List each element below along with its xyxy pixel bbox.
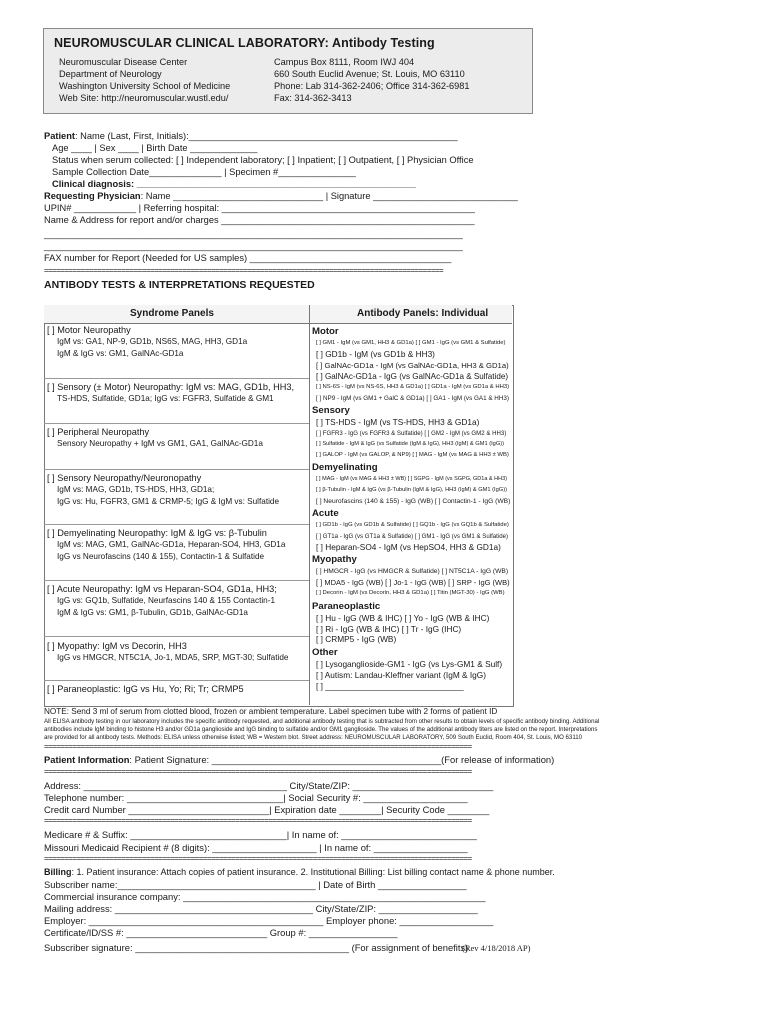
separator: ========================================================================================================= <box>44 854 472 863</box>
report-address-line-2[interactable]: _________________________________________________________________________________ <box>44 229 463 239</box>
commercial-insurance-line[interactable]: Commercial insurance company: __________________________________________________________ <box>44 891 486 902</box>
syndrome-panel-detail: Sensory Neuropathy + IgM vs GM1, GA1, GalNAc-GD1a <box>57 439 263 449</box>
requesting-physician-line[interactable]: Requesting Physician: Name _____________________________ | Signature ____________________________ <box>44 191 518 201</box>
antibody-test-option[interactable]: [ ] Neurofascins (140 & 155) - IgG (WB) [ ] Contactin-1 - IgG (WB) <box>316 497 511 505</box>
syndrome-panel-label: [ ] Peripheral Neuropathy <box>47 427 150 437</box>
sample-date-line[interactable]: Sample Collection Date______________ | Specimen #_______________ <box>52 167 356 177</box>
syndrome-panel-label: [ ] Demyelinating Neuropathy: IgM & IgG vs: β-Tubulin <box>47 528 267 538</box>
antibody-test-option[interactable]: [ ] Lysoganglioside-GM1 - IgG (vs Lys-GM1 & Sulf) <box>316 658 503 669</box>
separator: ========================================================================================================= <box>44 767 472 776</box>
syndrome-panel-label: [ ] Sensory Neuropathy/Neuronopathy <box>47 473 202 483</box>
syndrome-panel-detail: TS-HDS, Sulfatide, GD1a; IgG vs: FGFR3, Sulfatide & GM1 <box>57 394 274 404</box>
antibody-test-option[interactable]: [ ] GM1 - IgM (vs GM1, HH3 & GD1a) [ ] GM1 - IgG (vs GM1 & Sulfatide) <box>316 340 506 346</box>
antibody-test-option[interactable]: [ ] Hu - IgG (WB & IHC) [ ] Yo - IgG (WB & IHC) <box>316 612 490 623</box>
antibody-test-option[interactable]: [ ] MDA5 - IgG (WB) [ ] Jo-1 - IgG (WB) [ ] SRP - IgG (WB) <box>316 578 510 588</box>
antibody-test-option[interactable]: [ ] Decorin - IgM (vs Decorin, HH3 & GD1a) [ ] Titin (MGT-30) - IgG (WB) <box>316 590 505 597</box>
section-title: ANTIBODY TESTS & INTERPRETATIONS REQUESTED <box>44 279 315 291</box>
syndrome-panel-label: [ ] Acute Neuropathy: IgM vs Heparan-SO4, GD1a, HH3; <box>47 584 277 594</box>
antibody-test-option[interactable]: [ ] MAG - IgM (vs MAG & HH3 ± WB) [ ] SGPG - IgM (vs SGPG, GD1a & HH3) <box>316 476 507 482</box>
header-address-line: Fax: 314-362-3413 <box>274 93 352 103</box>
antibody-category-label: Acute <box>312 508 339 520</box>
table-divider <box>309 305 310 705</box>
syndrome-panels-header: Syndrome Panels <box>130 308 214 319</box>
syndrome-panel-label: [ ] Paraneoplastic: IgG vs Hu, Yo; Ri; Tr; CRMP5 <box>47 684 244 694</box>
header-address-line: Department of Neurology <box>59 69 162 79</box>
row-divider <box>44 524 309 525</box>
status-line[interactable]: Status when serum collected: [ ] Independent laboratory; [ ] Inpatient; [ ] Outpatient, [ ] Physician Office <box>52 155 474 165</box>
report-address-line[interactable]: Name & Address for report and/or charges _________________________________________________ <box>44 215 475 225</box>
syndrome-panel-label: [ ] Myopathy: IgM vs Decorin, HH3 <box>47 641 187 651</box>
syndrome-panel-label: [ ] Sensory (± Motor) Neuropathy: IgM vs: MAG, GD1b, HH3, <box>47 382 295 392</box>
syndrome-panel-detail: IgG vs HMGCR, NT5C1A, Jo-1, MDA5, SRP, MGT-30; Sulfatide <box>57 653 289 663</box>
mailing-address-line[interactable]: Mailing address: ______________________________________ City/State/ZIP: ___________________ <box>44 903 478 914</box>
address-line[interactable]: Address: _______________________________________ City/State/ZIP: ___________________________ <box>44 780 494 791</box>
row-divider <box>44 580 309 581</box>
telephone-line[interactable]: Telephone number: ______________________________| Social Security #: ____________________ <box>44 792 468 803</box>
antibody-category-label: Myopathy <box>312 554 357 566</box>
subscriber-signature-line[interactable]: Subscriber signature: _________________________________________ (For assignment of benefits) <box>44 942 469 953</box>
header-address-line: Web Site: http://neuromuscular.wustl.edu/ <box>59 93 229 103</box>
report-address-line-3[interactable]: _________________________________________________________________________________ <box>44 241 463 251</box>
antibody-test-option[interactable]: [ ] GD1b - IgM (vs GD1b & HH3) <box>316 348 435 359</box>
patient-info-line[interactable]: Patient Information: Patient Signature: ____________________________________________(For release of information) <box>44 754 555 765</box>
syndrome-panel[interactable] <box>47 325 247 359</box>
antibody-test-option[interactable]: [ ] CRMP5 - IgG (WB) <box>316 634 397 645</box>
syndrome-panel[interactable] <box>47 473 279 507</box>
antibody-test-option[interactable]: [ ] NP9 - IgM (vs GM1 + GalC & GD1a) [ ] GA1 - IgM (vs GA1 & HH3) <box>316 394 509 402</box>
medicaid-line[interactable]: Missouri Medicaid Recipient # (8 digits): ____________________ | In name of: __________________ <box>44 842 468 853</box>
antibody-test-option[interactable]: [ ] GT1a - IgG (vs GT1a & Sulfatide) [ ] GM1 - IgG (vs GM1 & Sulfatide) <box>316 533 509 541</box>
upin-line[interactable]: UPIN# ____________ | Referring hospital: _________________________________________________ <box>44 203 475 213</box>
antibody-test-option[interactable]: [ ] Heparan-SO4 - IgM (vs HepSO4, HH3 & GD1a) <box>316 542 501 552</box>
antibody-test-option[interactable]: [ ] TS-HDS - IgM (vs TS-HDS, HH3 & GD1a) <box>316 416 480 427</box>
antibody-test-option[interactable]: [ ] FGFR3 - IgG (vs FGFR3 & Sulfatide) [ ] GM2 - IgM (vs GM2 & HH3) <box>316 429 507 437</box>
antibody-test-option[interactable]: [ ] GD1b - IgG (vs GD1b & Sulfatide) [ ] GQ1b - IgG (vs GQ1b & Sulfatide) <box>316 522 509 529</box>
separator: ================================================================================================== <box>44 266 444 275</box>
separator: ========================================================================================================= <box>44 742 472 751</box>
syndrome-panel-detail: IgG vs: GQ1b, Sulfatide, Neurfascins 140 & 155 Contactin-1 <box>57 596 275 606</box>
credit-card-line[interactable]: Credit card Number ___________________________| Expiration date ________| Security Code ________ <box>44 804 490 815</box>
antibody-test-option[interactable]: [ ] GalNAc-GD1a - IgM (vs GalNAc-GD1a, HH3 & GD1a) <box>316 360 509 370</box>
fax-line[interactable]: FAX number for Report (Needed for US samples) _______________________________________ <box>44 253 452 263</box>
row-divider <box>44 680 309 681</box>
patient-name-line[interactable]: Patient: Name (Last, First, Initials):____________________________________________________ <box>44 131 458 141</box>
antibody-category-label: Sensory <box>312 404 350 416</box>
subscriber-name-line[interactable]: Subscriber name:______________________________________ | Date of Birth _________________ <box>44 879 467 890</box>
antibody-test-option[interactable]: [ ] β-Tubulin - IgM & IgG (vs β-Tubulin (IgM & IgG), HH3 (IgM) & GM1 (IgG)) <box>316 486 507 493</box>
antibody-test-option[interactable]: [ ] GalNAc-GD1a - IgG (vs GalNAc-GD1a & Sulfatide) <box>316 371 509 381</box>
row-divider <box>44 378 309 379</box>
note-detail-1: All ELISA antibody testing in our laboratory includes the specific antibody requested, and additional antibody testing that is subtracted from other results to obtain levels of specific antibody binding. Additional <box>44 718 600 725</box>
antibody-test-option[interactable]: [ ] Ri - IgG (WB & IHC) [ ] Tr - IgG (IHC) <box>316 623 462 634</box>
syndrome-panel[interactable] <box>47 584 277 618</box>
header-address-line: Campus Box 8111, Room IWJ 404 <box>274 57 415 67</box>
clinical-diagnosis-line[interactable]: Clinical diagnosis: ______________________________________________________ <box>52 179 416 189</box>
antibody-category-label: Paraneoplastic <box>312 600 381 612</box>
syndrome-panel-detail: IgM vs: MAG, GD1b, TS-HDS, HH3, GD1a; <box>57 485 215 495</box>
separator: ========================================================================================================= <box>44 816 472 825</box>
antibody-test-option[interactable]: [ ] NS-6S - IgM (vs NS-6S, HH3 & GD1a) [ ] GD1a - IgM (vs GD1a & HH3) <box>316 383 510 390</box>
syndrome-panel-detail: IgM vs: GA1, NP-9, GD1b, NS6S, MAG, HH3, GD1a <box>57 337 248 347</box>
header-address-line: 660 South Euclid Avenue; St. Louis, MO 63110 <box>274 69 465 79</box>
syndrome-panel[interactable] <box>47 528 285 562</box>
note-detail-3: are provided for all antibody tests. Methods: ELISA unless otherwise listed; WB = Western blot. Street address: NEUROMUSCULAR LABORATORY, 509 South Euclid, Room 404, St. Louis, MO 63110 <box>44 734 583 741</box>
row-divider <box>44 636 309 637</box>
antibody-test-option[interactable]: [ ] Sulfatide - IgM & IgG (vs Sulfatide (IgM & IgG), HH3 (IgM) & GM1 (IgG)) <box>316 440 505 447</box>
syndrome-panel-label: [ ] Motor Neuropathy <box>47 325 131 335</box>
syndrome-panel[interactable] <box>47 641 288 664</box>
syndrome-panel-detail: IgG vs Neurofascins (140 & 155), Contactin-1 & Sulfatide <box>57 551 265 561</box>
antibody-category-label: Other <box>312 646 338 658</box>
syndrome-panel[interactable] <box>47 684 244 695</box>
antibody-test-option[interactable]: [ ] GALOP - IgM (vs GALOP, & NP9) [ ] MAG - IgM (vs MAG & HH3 ± WB) <box>316 451 509 458</box>
syndrome-panel-detail: IgM vs: MAG, GM1, GalNAc-GD1a, Heparan-SO4, HH3, GD1a <box>57 540 286 550</box>
age-sex-birth-line[interactable]: Age ____ | Sex ____ | Birth Date _____________ <box>52 143 258 153</box>
revision-label: (Rev 4/18/2018 AP) <box>462 943 531 953</box>
syndrome-panel-detail: IgG vs: Hu, FGFR3, GM1 & CRMP-5; IgG & IgM vs: Sulfatide <box>57 496 280 506</box>
note-line: NOTE: Send 3 ml of serum from clotted blood, frozen or ambient temperature. Label specimen tube with 2 forms of patient ID <box>44 707 498 716</box>
billing-line: Billing: 1. Patient insurance: Attach copies of patient insurance. 2. Institutional Billing: List billing contact name & phone number. <box>44 867 555 877</box>
certificate-line[interactable]: Certificate/ID/SS #: ___________________________ Group #: _________________ <box>44 927 398 938</box>
row-divider <box>44 469 309 470</box>
header-address-line: Phone: Lab 314-362-2406; Office 314-362-6981 <box>274 81 470 91</box>
medicare-line[interactable]: Medicare # & Suffix: ______________________________| In name of: __________________________ <box>44 829 477 840</box>
antibody-test-option[interactable]: [ ] HMGCR - IgG (vs HMGCR & Sulfatide) [ ] NT5C1A - IgG (WB) <box>316 568 509 576</box>
note-detail-2: antibodies include IgM binding to histone H3 and/or GD1a ganglioside and IgG binding to sulfatide and/or GM1 ganglioside. The values of the additional antibody titers are listed on the report. Interpretations <box>44 726 598 733</box>
syndrome-panel-detail: IgM & IgG vs: GM1, GalNAc-GD1a <box>57 348 184 358</box>
antibody-category-label: Motor <box>312 326 339 337</box>
header-address-line: Washington University School of Medicine <box>59 81 231 91</box>
employer-line[interactable]: Employer: _____________________________________________ Employer phone: __________________ <box>44 915 494 926</box>
form-title: NEUROMUSCULAR CLINICAL LABORATORY: Antibody Testing <box>54 36 435 50</box>
syndrome-panel[interactable] <box>47 382 294 405</box>
antibody-category-label: Demyelinating <box>312 462 378 473</box>
syndrome-panel[interactable] <box>47 427 263 450</box>
antibody-test-option[interactable]: [ ] ______________________________ <box>316 680 464 691</box>
header-address-line: Neuromuscular Disease Center <box>59 57 188 67</box>
syndrome-panel-detail: IgM & IgG vs: GM1, β-Tubulin, GD1b, GalNAc-GD1a <box>57 607 248 617</box>
row-divider <box>44 423 309 424</box>
individual-panels-header: Antibody Panels: Individual <box>357 308 489 319</box>
antibody-test-option[interactable]: [ ] Autism: Landau-Kleffner variant (IgM & IgG) <box>316 669 487 680</box>
